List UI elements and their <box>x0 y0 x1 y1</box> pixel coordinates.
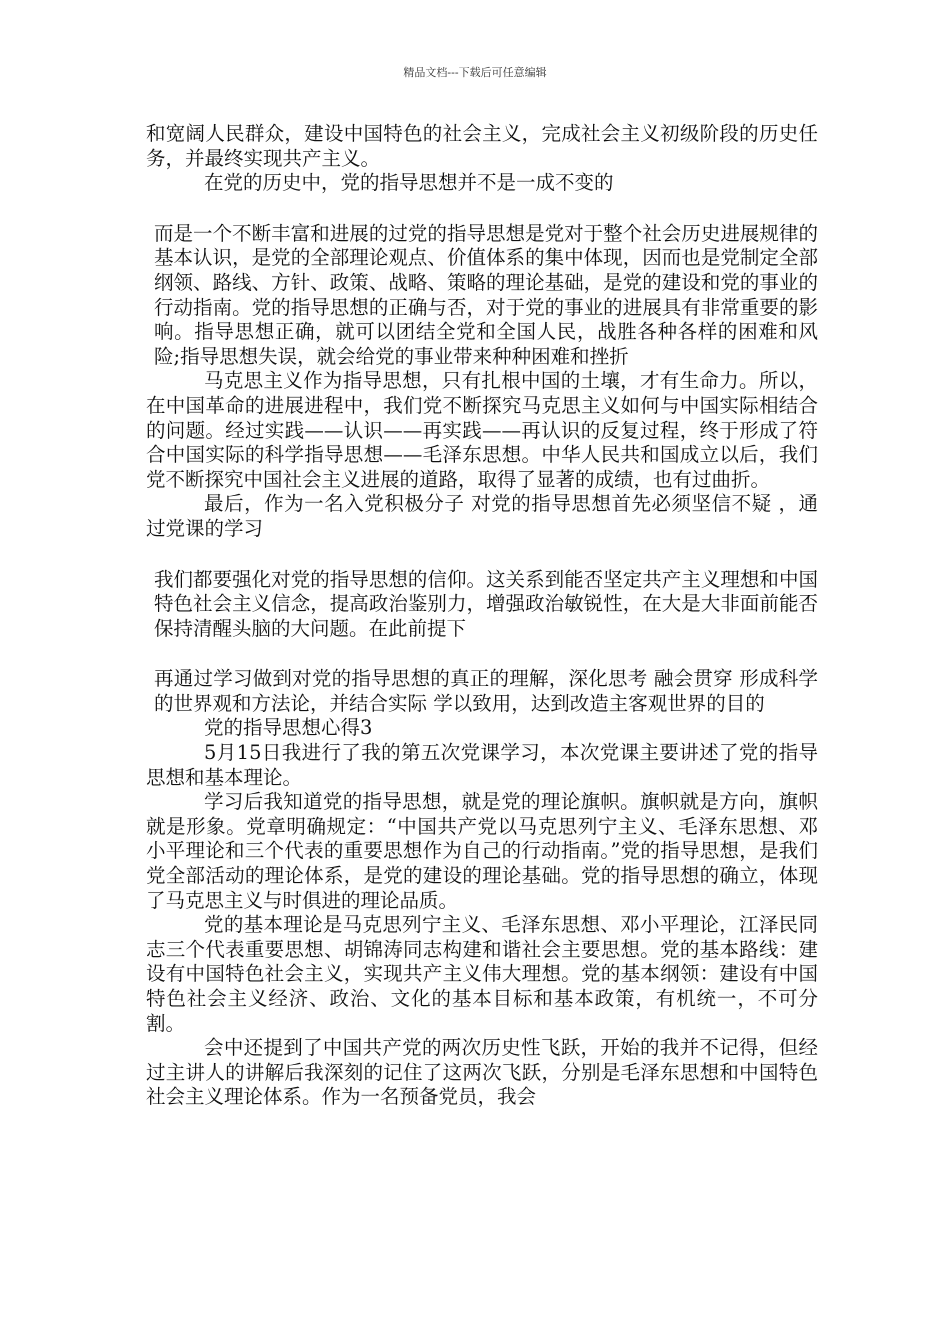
section-heading: 党的指导思想心得3 <box>204 716 373 740</box>
paragraph: 最后，作为一名入党积极分子 对党的指导思想首先必须坚信不疑 ，通过党课的学习 <box>146 492 818 540</box>
page-header: 精品文档---下载后可任意编辑 <box>403 66 547 79</box>
paragraph: 而是一个不断丰富和进展的过党的指导思想是党对于整个社会历史进展规律的基本认识，是党的全部理论观点、价值体系的集中体现，因而也是党制定全部纲领、路线、方针、政策、战略、策略的理论基础，是党的建设和党的事业的行动指南。党的指导思想的正确与否，对于党的事业的进展具有非常重要的影响。指导思想正确，就可以团结全党和全国人民，战胜各种各样的困难和风险;指导思想失误，就会给党的事业带来种种困难和挫折 <box>154 221 818 368</box>
paragraph: 马克思主义作为指导思想，只有扎根中国的土壤，才有生命力。所以，在中国革命的进展进程中，我们党不断探究马克思主义如何与中国实际相结合的问题。经过实践——认识——再实践——再认识的反复过程，终于形成了符合中国实际的科学指导思想——毛泽东思想。中华人民共和国成立以后，我们党不断探究中国社会主义进展的道路，取得了显著的成绩，也有过曲折。 <box>146 369 818 491</box>
paragraph: 会中还提到了中国共产党的两次历史性飞跃，开始的我并不记得，但经过主讲人的讲解后我深刻的记住了这两次飞跃，分别是毛泽东思想和中国特色社会主义理论体系。作为一名预备党员，我会 <box>146 1036 818 1109</box>
paragraph: 5月15日我进行了我的第五次党课学习，本次党课主要讲述了党的指导思想和基本理论。 <box>146 741 818 789</box>
paragraph: 学习后我知道党的指导思想，就是党的理论旗帜。旗帜就是方向，旗帜就是形象。党章明确规定：“中国共产党以马克思列宁主义、毛泽东思想、邓小平理论和三个代表的重要思想作为自己的行动指南。”党的指导思想，是我们党全部活动的理论体系，是党的建设的理论基础。党的指导思想的确立，体现了马克思主义与时俱进的理论品质。 <box>146 790 818 912</box>
paragraph: 我们都要强化对党的指导思想的信仰。这关系到能否坚定共产主义理想和中国特色社会主义信念，提高政治鉴别力，增强政治敏锐性，在大是大非面前能否保持清醒头脑的大问题。在此前提下 <box>154 567 818 640</box>
paragraph: 党的基本理论是马克思列宁主义、毛泽东思想、邓小平理论，江泽民同志三个代表重要思想、胡锦涛同志构建和谐社会主要思想。党的基本路线：建设有中国特色社会主义，实现共产主义伟大理想。党的基本纲领：建设有中国特色社会主义经济、政治、文化的基本目标和基本政策，有机统一，不可分割。 <box>146 913 818 1035</box>
paragraph-gap <box>146 542 818 568</box>
paragraph: 再通过学习做到对党的指导思想的真正的理解，深化思考 融会贯穿 形成科学的世界观和方法论，并结合实际 学以致用，达到改造主客观世界的目的 <box>154 667 818 715</box>
paragraph-gap <box>146 196 818 222</box>
paragraph: 在党的历史中，党的指导思想并不是一成不变的 <box>204 171 614 195</box>
document-body <box>146 122 818 1110</box>
paragraph-gap <box>146 641 818 667</box>
paragraph: 和宽阔人民群众，建设中国特色的社会主义，完成社会主义初级阶段的历史任务，并最终实现共产主义。 <box>146 122 818 170</box>
